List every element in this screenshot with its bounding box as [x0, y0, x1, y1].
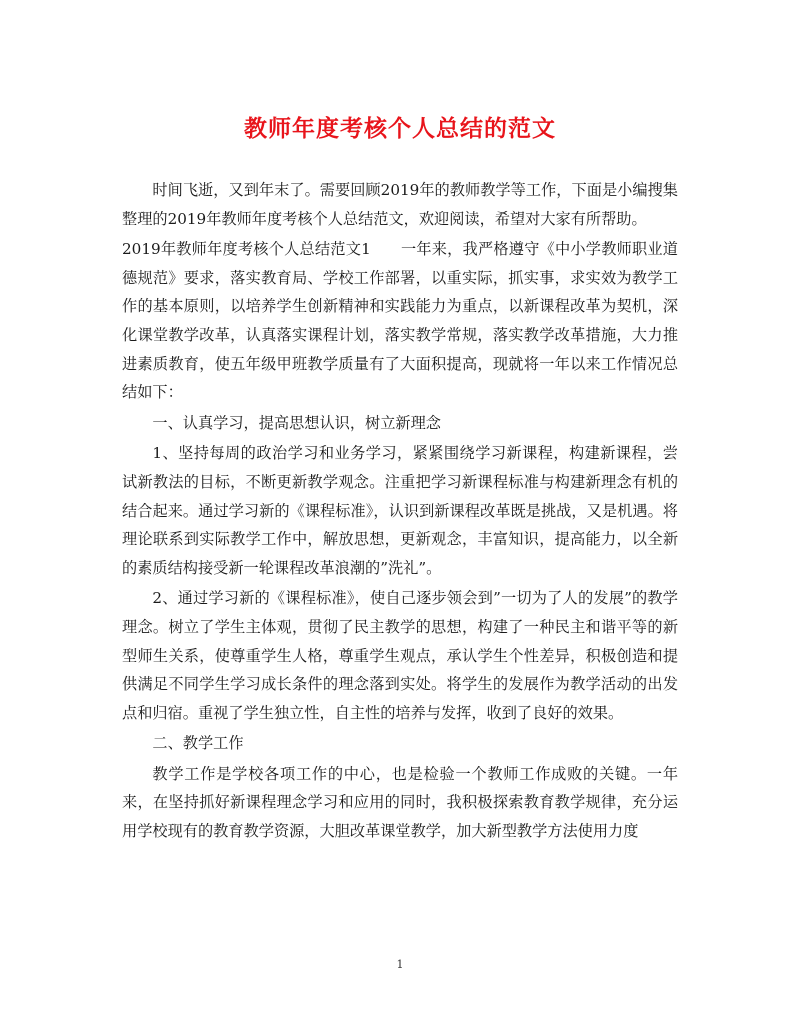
page-number: 1 [396, 958, 404, 971]
essay-opening: 一年来，我严格遵守《中小学教师职业道德规范》要求，落实教育局、学校工作部署，以重实际，抓实事，求实效为教学工作的基本原则，以培养学生创新精神和实践能力为重点，以新课程改革为契机，深化课堂教学改革，认真落实课程计划，落实教学常规，落实教学改革措施，大力推进素质教育，使五年级甲班教学质量有了大面积提高，现就将一年以来工作情况总结如下： [122, 240, 678, 402]
section2-heading: 二、教学工作 [152, 734, 244, 753]
section1-paragraph-1: 1、坚持每周的政治学习和业务学习，紧紧围绕学习新课程，构建新课程，尝试新教法的目标，不断更新教学观念。注重把学习新课程标准与构建新理念有机的结合起来。通过学习新的《课程标准》，认识到新课程改革既是挑战，又是机遇。将理论联系到实际教学工作中，解放思想，更新观念，丰富知识，提高能力，以全新的素质结构接受新一轮课程改革浪潮的”洗礼”。 [122, 444, 678, 577]
intro-paragraph: 时间飞逝，又到年末了。需要回顾2019年的教师教学等工作，下面是小编搜集整理的2019年教师年度考核个人总结范文，欢迎阅读，希望对大家有所帮助。 [122, 181, 678, 228]
document-title: 教师年度考核个人总结的范文 [244, 115, 556, 142]
section1-paragraph-2: 2、通过学习新的《课程标准》，使自己逐步领会到”一切为了人的发展”的教学理念。树立了学生主体观，贯彻了民主教学的思想，构建了一种民主和谐平等的新型师生关系，使尊重学生人格，尊重学生观点，承认学生个性差异，积极创造和提供满足不同学生学习成长条件的理念落到实处。将学生的发展作为教学活动的出发点和归宿。重视了学生独立性，自主性的培养与发挥，收到了良好的效果。 [122, 589, 678, 722]
section2-paragraph-1: 教学工作是学校各项工作的中心，也是检验一个教师工作成败的关键。一年来，在坚持抓好新课程理念学习和应用的同时，我积极探索教育教学规律，充分运用学校现有的教育教学资源，大胆改革课堂教学，加大新型教学方法使用力度 [122, 764, 678, 841]
document-body [122, 176, 678, 848]
essay-label: 2019年教师年度考核个人总结范文1 [122, 240, 371, 259]
section1-heading: 一、认真学习，提高思想认识，树立新理念 [152, 413, 441, 432]
essay-first-paragraph [122, 235, 678, 407]
